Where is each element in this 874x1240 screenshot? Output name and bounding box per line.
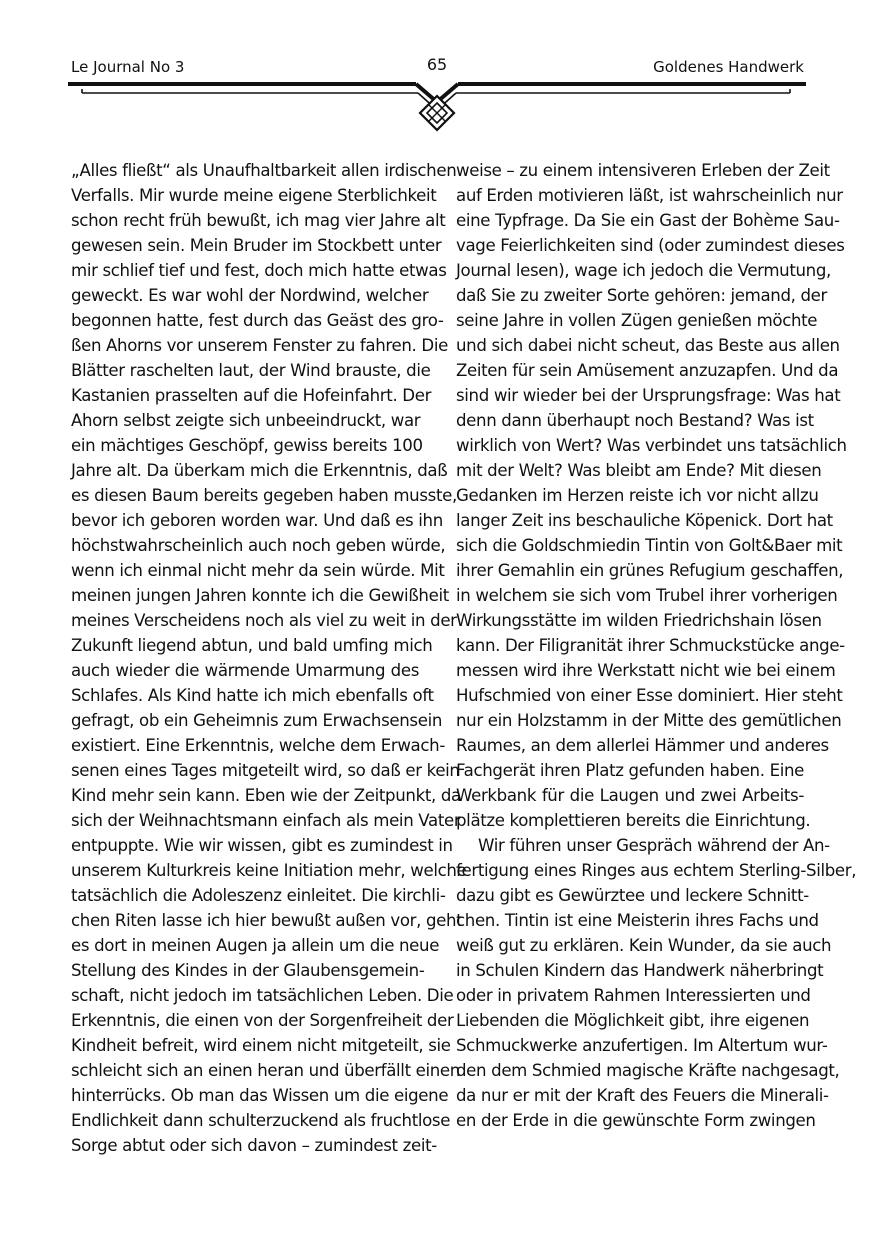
text-line: gefragt, ob ein Geheimnis zum Erwachsensein <box>71 711 443 730</box>
text-line: Verfalls. Mir wurde meine eigene Sterblichkeit <box>71 186 437 205</box>
text-line: mir schlief tief und fest, doch mich hatte etwas <box>71 261 447 280</box>
text-line: Liebenden die Möglichkeit gibt, ihre eigenen <box>456 1011 810 1030</box>
body-column-left <box>71 158 467 1158</box>
text-line: Ahorn selbst zeigte sich unbeeindruckt, war <box>71 411 421 430</box>
text-line: Zukunft liegend abtun, und bald umfing mich <box>71 636 433 655</box>
text-line: oder in privatem Rahmen Interessierten und <box>456 986 811 1005</box>
text-line: Kind mehr sein kann. Eben wie der Zeitpunkt, da <box>71 786 461 805</box>
text-line: denn dann überhaupt noch Bestand? Was ist <box>456 411 814 430</box>
text-line: meines Verscheidens noch als viel zu weit in der <box>71 611 457 630</box>
text-line: Kastanien prasselten auf die Hofeinfahrt. Der <box>71 386 432 405</box>
text-line: Hufschmied von einer Esse dominiert. Hier steht <box>456 686 843 705</box>
text-line: nur ein Holzstamm in der Mitte des gemütlichen <box>456 711 842 730</box>
text-line: „Alles fließt“ als Unaufhaltbarkeit allen irdischen <box>71 161 457 180</box>
text-line: meinen jungen Jahren konnte ich die Gewißheit <box>71 586 449 605</box>
text-line: höchstwahrscheinlich auch noch geben würde, <box>71 536 446 555</box>
text-line: in welchem sie sich vom Trubel ihrer vorherigen <box>456 586 838 605</box>
text-line: chen. Tintin ist eine Meisterin ihres Fachs und <box>456 911 819 930</box>
text-line: den dem Schmied magische Kräfte nachgesagt, <box>456 1061 840 1080</box>
text-line: es dort in meinen Augen ja allein um die neue <box>71 936 440 955</box>
text-line: entpuppte. Wie wir wissen, gibt es zumindest in <box>71 836 453 855</box>
text-line: Werkbank für die Laugen und zwei Arbeits- <box>456 786 804 805</box>
text-line: ein mächtiges Geschöpf, gewiss bereits 100 <box>71 436 423 455</box>
text-line: es diesen Baum bereits gegeben haben musste, <box>71 486 457 505</box>
text-line: wenn ich einmal nicht mehr da sein würde. Mit <box>71 561 445 580</box>
text-line: chen Riten lasse ich hier bewußt außen vor, geht <box>71 911 463 930</box>
text-line: schon recht früh bewußt, ich mag vier Jahre alt <box>71 211 446 230</box>
text-line: plätze komplettieren bereits die Einrichtung. <box>456 811 811 830</box>
text-line: schleicht sich an einen heran und überfällt einen <box>71 1061 460 1080</box>
text-line: auch wieder die wärmende Umarmung des <box>71 661 419 680</box>
text-line: Wir führen unser Gespräch während der An- <box>478 836 830 855</box>
text-line: da nur er mit der Kraft des Feuers die Minerali- <box>456 1086 829 1105</box>
text-line: en der Erde in die gewünschte Form zwingen <box>456 1111 816 1130</box>
text-line: Sorge abtut oder sich davon – zumindest zeit- <box>71 1136 437 1155</box>
text-line: in Schulen Kindern das Handwerk näherbringt <box>456 961 824 980</box>
text-line: Schmuckwerke anzufertigen. Im Altertum wur- <box>456 1036 828 1055</box>
text-line: daß Sie zu zweiter Sorte gehören: jemand, der <box>456 286 827 305</box>
text-line: Endlichkeit dann schulterzuckend als fruchtlose <box>71 1111 451 1130</box>
text-line: mit der Welt? Was bleibt am Ende? Mit diesen <box>456 461 822 480</box>
body-column-right <box>456 158 857 1133</box>
text-line: sich der Weihnachtsmann einfach als mein Vater <box>71 811 461 830</box>
text-line: Wirkungsstätte im wilden Friedrichshain lösen <box>456 611 822 630</box>
text-line: unserem Kulturkreis keine Initiation mehr, welche <box>71 861 467 880</box>
text-line: Erkenntnis, die einen von der Sorgenfreiheit der <box>71 1011 454 1030</box>
text-line: vage Feierlichkeiten sind (oder zumindest dieses <box>456 236 845 255</box>
text-line: Stellung des Kindes in der Glaubensgemein- <box>71 961 425 980</box>
text-line: sind wir wieder bei der Ursprungsfrage: Was hat <box>456 386 841 405</box>
running-header-journal: Le Journal No 3 <box>71 58 185 76</box>
text-line: Zeiten für sein Amüsement anzuzapfen. Und da <box>456 361 839 380</box>
text-line: geweckt. Es war wohl der Nordwind, welcher <box>71 286 429 305</box>
text-line: begonnen hatte, fest durch das Geäst des gro- <box>71 311 444 330</box>
text-line: existiert. Eine Erkenntnis, welche dem Erwach- <box>71 736 445 755</box>
page-number: 65 <box>426 55 448 74</box>
header-rule-ornament <box>68 80 806 136</box>
text-line: auf Erden motivieren läßt, ist wahrscheinlich nur <box>456 186 843 205</box>
text-line: Schlafes. Als Kind hatte ich mich ebenfalls oft <box>71 686 434 705</box>
running-header-section: Goldenes Handwerk <box>653 58 804 76</box>
text-line: hinterrücks. Ob man das Wissen um die eigene <box>71 1086 449 1105</box>
text-line: langer Zeit ins beschauliche Köpenick. Dort hat <box>456 511 833 530</box>
text-line: weiß gut zu erklären. Kein Wunder, da sie auch <box>456 936 832 955</box>
text-line: Blätter raschelten laut, der Wind brauste, die <box>71 361 431 380</box>
text-line: wirklich von Wert? Was verbindet uns tatsächlich <box>456 436 847 455</box>
text-line: kann. Der Filigranität ihrer Schmuckstücke ange- <box>456 636 845 655</box>
text-line: ßen Ahorns vor unserem Fenster zu fahren. Die <box>71 336 448 355</box>
text-line: tatsächlich die Adoleszenz einleitet. Die kirchli- <box>71 886 446 905</box>
text-line: Raumes, an dem allerlei Hämmer und anderes <box>456 736 829 755</box>
text-line: eine Typfrage. Da Sie ein Gast der Bohème Sau- <box>456 211 840 230</box>
text-line: sich die Goldschmiedin Tintin von Golt&Baer mit <box>456 536 843 555</box>
text-line: seine Jahre in vollen Zügen genießen möchte <box>456 311 818 330</box>
text-line: dazu gibt es Gewürztee und leckere Schnitt- <box>456 886 809 905</box>
text-line: schaft, nicht jedoch im tatsächlichen Leben. Die <box>71 986 454 1005</box>
text-line: Journal lesen), wage ich jedoch die Vermutung, <box>456 261 831 280</box>
text-line: fertigung eines Ringes aus echtem Sterling-Silber, <box>456 861 857 880</box>
text-line: ihrer Gemahlin ein grünes Refugium geschaffen, <box>456 561 844 580</box>
text-line: bevor ich geboren worden war. Und daß es ihn <box>71 511 443 530</box>
text-line: weise – zu einem intensiveren Erleben der Zeit <box>456 161 830 180</box>
text-line: gewesen sein. Mein Bruder im Stockbett unter <box>71 236 442 255</box>
text-line: Fachgerät ihren Platz gefunden haben. Eine <box>456 761 804 780</box>
text-line: und sich dabei nicht scheut, das Beste aus allen <box>456 336 840 355</box>
text-line: senen eines Tages mitgeteilt wird, so daß er kein <box>71 761 460 780</box>
text-line: messen wird ihre Werkstatt nicht wie bei einem <box>456 661 836 680</box>
text-line: Gedanken im Herzen reiste ich vor nicht allzu <box>456 486 819 505</box>
text-line: Jahre alt. Da überkam mich die Erkenntnis, daß <box>71 461 448 480</box>
text-line: Kindheit befreit, wird einem nicht mitgeteilt, sie <box>71 1036 451 1055</box>
